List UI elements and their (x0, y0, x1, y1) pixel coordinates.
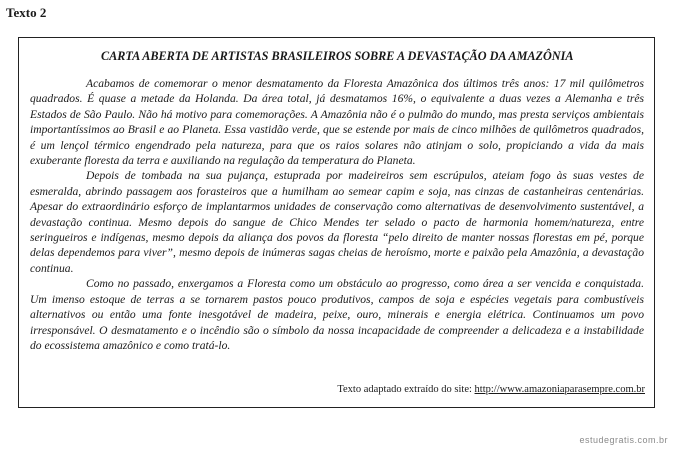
paragraph-3: Como no passado, enxergamos a Floresta como um obstáculo ao progresso, como área a ser vencida e conquistada. Um imenso estoque de terras a se tornarem pastos pouco produtivos, campos de soja e espécies vegetais para combustíveis alternativos ou então uma fonte inesgotável de madeira, peixe, ouro, minerais e energia elétrica. Continuamos um povo irresponsável. O desmatamento e o incêndio são o símbolo da nossa incapacidade de compreender a delicadeza e a instabilidade do ecossistema amazônico e como tratá-lo. (30, 277, 644, 352)
source-citation (337, 384, 645, 395)
letter-title: CARTA ABERTA DE ARTISTAS BRASILEIROS SOBRE A DEVASTAÇÃO DA AMAZÔNIA (101, 49, 574, 63)
paragraph-2: Depois de tombada na sua pujança, estuprada por madeireiros sem escrúpulos, ateiam fogo às suas vestes de esmeralda, abrindo passagem aos forasteiros que a humilham ao semear capim e soja, nas cinzas de castanheiras centenárias. Apesar do extraordinário esforço de implantarmos unidades de conservação como alternativas de desenvolvimento sustentável, a devastação continua. Mesmo depois do sangue de Chico Mendes ter selado o pacto de harmonia homem/natureza, entre seringueiros e indígenas, mesmo depois da aliança dos povos da floresta “pelo direito de manter nossas florestas em pé, porque delas dependemos para viver”, mesmo depois de inúmeras sagas cheias de heroísmo, morte e paixão pela Amazônia, a devastação continua. (30, 169, 644, 275)
letter-box (18, 37, 655, 408)
source-link[interactable]: http://www.amazoniaparasempre.com.br (474, 384, 645, 395)
site-watermark: estudegratis.com.br (579, 435, 668, 445)
source-prefix: Texto adaptado extraído do site: (337, 384, 475, 395)
letter-body (30, 76, 644, 353)
text-label: Texto 2 (6, 5, 47, 20)
paragraph-1: Acabamos de comemorar o menor desmatamento da Floresta Amazônica dos últimos três anos: 17 mil quilômetros quadrados. É quase a metade da Holanda. Da área total, já desmatamos 16%, o equivalente a duas vezes a Alemanha e três Estados de São Paulo. Não há motivo para comemorações. A Amazônia não é o pulmão do mundo, mas presta serviços ambientais importantíssimos ao Brasil e ao Planeta. Essa vastidão verde, que se estende por mais de cinco milhões de quilômetros quadrados, é um lençol térmico engendrado pela natureza, para que os raios solares não atinjam o solo, propiciando a vida da mais exuberante floresta da terra e auxiliando na regulação da temperatura do Planeta. (30, 77, 644, 168)
